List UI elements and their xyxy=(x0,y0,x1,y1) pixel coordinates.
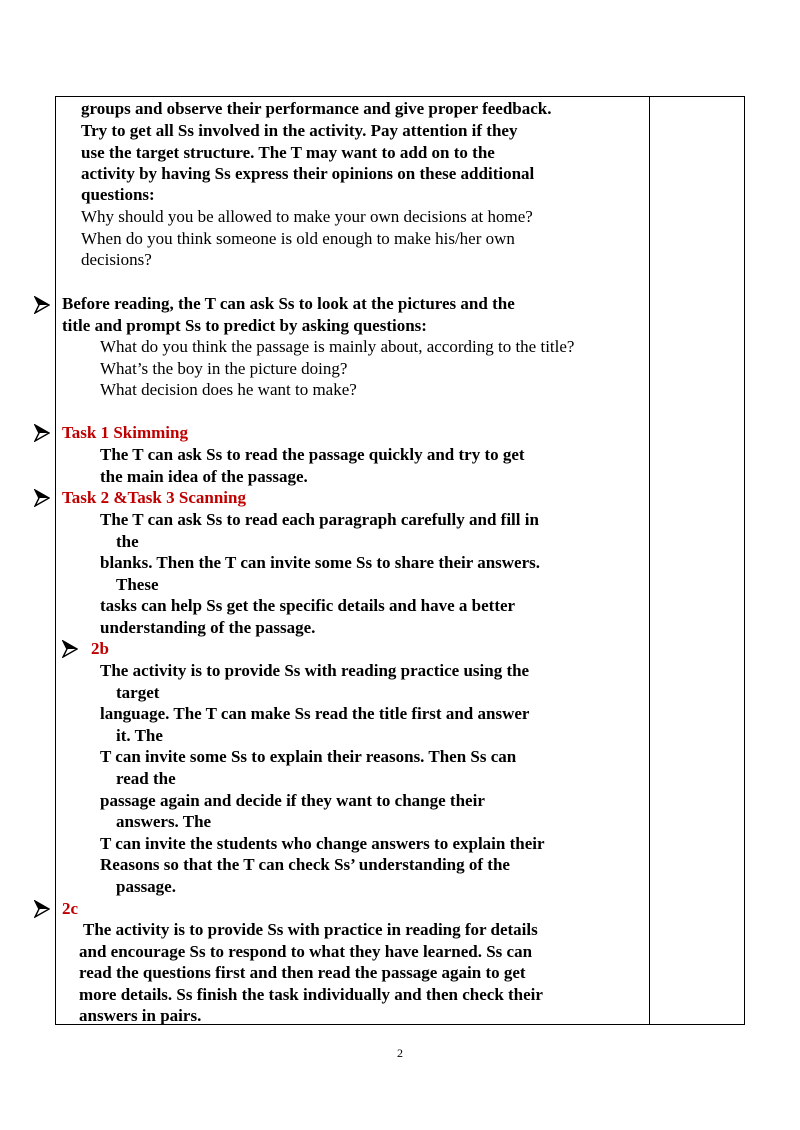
task2b-line: T can invite the students who change answers to explain their xyxy=(100,834,545,853)
intro-question: decisions? xyxy=(81,250,152,269)
before-reading-line: title and prompt Ss to predict by asking questions: xyxy=(62,316,427,335)
intro-line: use the target structure. The T may want to add on to the xyxy=(81,143,495,162)
task2b-heading: 2b xyxy=(91,639,109,658)
intro-line: groups and observe their performance and give proper feedback. xyxy=(81,99,552,118)
intro-line: questions: xyxy=(81,185,155,204)
task1-line: the main idea of the passage. xyxy=(100,467,308,486)
task23-line: understanding of the passage. xyxy=(100,618,316,637)
task2b-line: passage. xyxy=(116,877,176,896)
intro-question: When do you think someone is old enough to make his/her own xyxy=(81,229,515,248)
bullet-arrow-icon xyxy=(34,296,50,314)
notes-column xyxy=(650,97,744,1024)
task2b-line: answers. The xyxy=(116,812,212,831)
intro-line: activity by having Ss express their opinions on these additional xyxy=(81,164,535,183)
task2b-line: language. The T can make Ss read the title first and answer xyxy=(100,704,530,723)
task2c-line: more details. Ss finish the task individually and then check their xyxy=(79,985,543,1004)
intro-line: Try to get all Ss involved in the activity. Pay attention if they xyxy=(81,121,518,140)
task23-line: the xyxy=(116,532,139,551)
task2c-line: read the questions first and then read the passage again to get xyxy=(79,963,526,982)
prediction-question: What’s the boy in the picture doing? xyxy=(100,359,348,378)
task2b-line: The activity is to provide Ss with reading practice using the xyxy=(100,661,530,680)
task23-line: tasks can help Ss get the specific details and have a better xyxy=(100,596,516,615)
task23-line: The T can ask Ss to read each paragraph carefully and fill in xyxy=(100,510,539,529)
task2b-line: passage again and decide if they want to change their xyxy=(100,791,485,810)
task23-line: blanks. Then the T can invite some Ss to share their answers. xyxy=(100,553,541,572)
task1-line: The T can ask Ss to read the passage quickly and try to get xyxy=(100,445,525,464)
task2c-line: answers in pairs. xyxy=(79,1006,202,1025)
task2c-heading: 2c xyxy=(62,899,79,918)
task2b-line: T can invite some Ss to explain their reasons. Then Ss can xyxy=(100,747,517,766)
task2b-line: it. The xyxy=(116,726,163,745)
prediction-question: What do you think the passage is mainly about, according to the title? xyxy=(100,337,575,356)
task2c-line: The activity is to provide Ss with practice in reading for details xyxy=(83,920,538,939)
before-reading-line: Before reading, the T can ask Ss to look at the pictures and the xyxy=(62,294,515,313)
procedure-column xyxy=(56,97,649,1024)
task1-heading: Task 1 Skimming xyxy=(62,423,188,442)
prediction-question: What decision does he want to make? xyxy=(100,380,357,399)
task23-heading: Task 2 &Task 3 Scanning xyxy=(62,488,246,507)
lesson-plan-table xyxy=(55,96,745,1025)
task2c-line: and encourage Ss to respond to what they have learned. Ss can xyxy=(79,942,533,961)
bullet-arrow-icon xyxy=(34,424,50,442)
bullet-arrow-icon xyxy=(34,489,50,507)
bullet-arrow-icon xyxy=(34,900,50,918)
bullet-arrow-icon xyxy=(62,640,78,658)
intro-question: Why should you be allowed to make your own decisions at home? xyxy=(81,207,533,226)
task2b-line: Reasons so that the T can check Ss’ understanding of the xyxy=(100,855,510,874)
task2b-line: read the xyxy=(116,769,176,788)
page-number: 2 xyxy=(397,1046,403,1060)
task2b-line: target xyxy=(116,683,160,702)
task23-line: These xyxy=(116,575,159,594)
